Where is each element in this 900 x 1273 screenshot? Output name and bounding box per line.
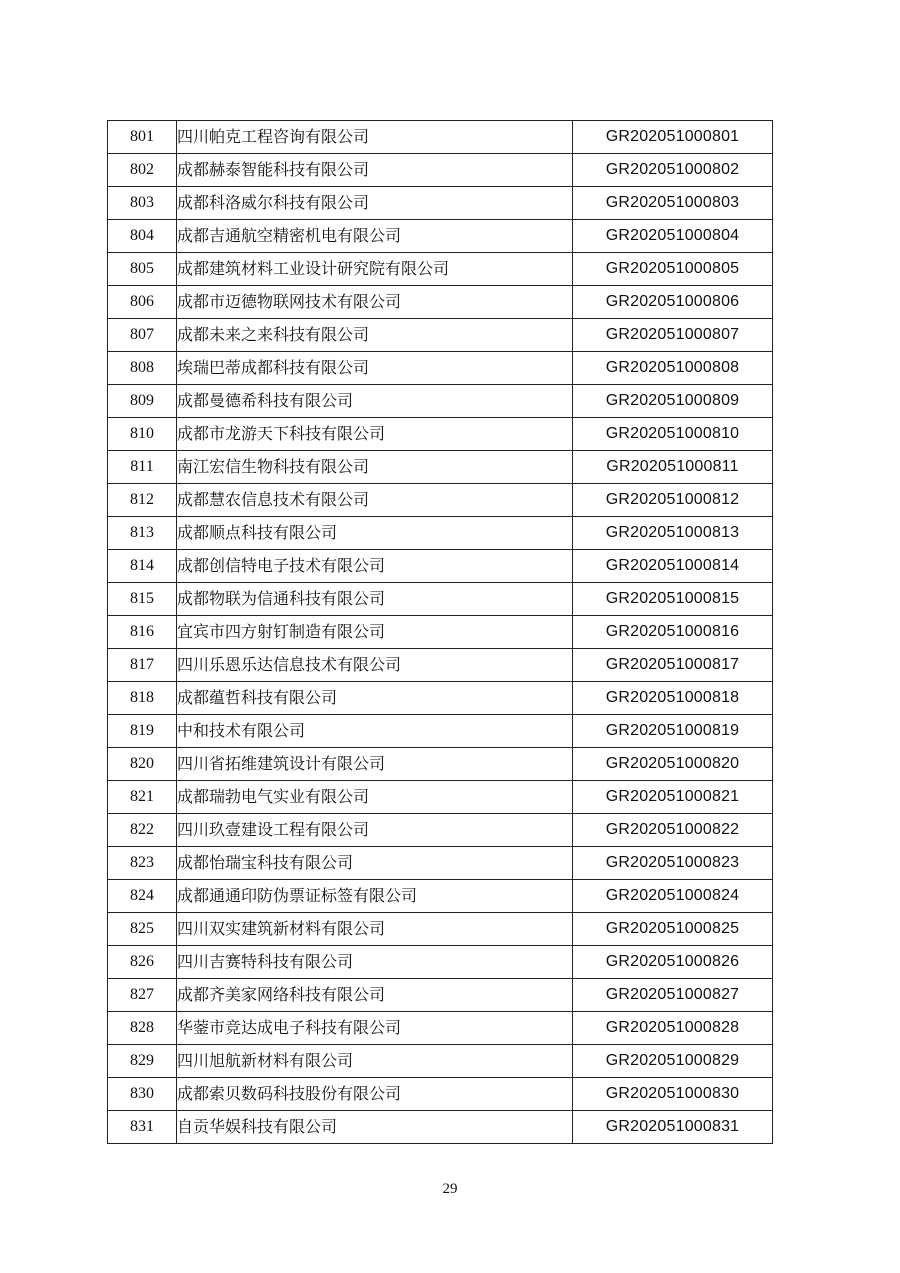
table-row bbox=[108, 1012, 773, 1045]
row-number-cell: 829 bbox=[108, 1045, 177, 1078]
certificate-code-cell: GR202051000816 bbox=[573, 616, 773, 649]
company-name-cell: 成都市迈德物联网技术有限公司 bbox=[177, 286, 573, 319]
row-number-cell: 813 bbox=[108, 517, 177, 550]
certificate-code-cell: GR202051000809 bbox=[573, 385, 773, 418]
company-name-cell: 成都慧农信息技术有限公司 bbox=[177, 484, 573, 517]
certificate-code-cell: GR202051000828 bbox=[573, 1012, 773, 1045]
table-row bbox=[108, 451, 773, 484]
certificate-code-cell: GR202051000826 bbox=[573, 946, 773, 979]
row-number-cell: 806 bbox=[108, 286, 177, 319]
company-name-cell: 成都市龙游天下科技有限公司 bbox=[177, 418, 573, 451]
row-number-cell: 803 bbox=[108, 187, 177, 220]
company-name-cell: 成都齐美家网络科技有限公司 bbox=[177, 979, 573, 1012]
certificate-code-cell: GR202051000812 bbox=[573, 484, 773, 517]
row-number-cell: 811 bbox=[108, 451, 177, 484]
row-number-cell: 818 bbox=[108, 682, 177, 715]
table-row bbox=[108, 583, 773, 616]
certificate-code-cell: GR202051000802 bbox=[573, 154, 773, 187]
row-number-cell: 819 bbox=[108, 715, 177, 748]
row-number-cell: 821 bbox=[108, 781, 177, 814]
row-number-cell: 822 bbox=[108, 814, 177, 847]
company-name-cell: 成都索贝数码科技股份有限公司 bbox=[177, 1078, 573, 1111]
row-number-cell: 815 bbox=[108, 583, 177, 616]
table-row bbox=[108, 121, 773, 154]
company-name-cell: 华蓥市竞达成电子科技有限公司 bbox=[177, 1012, 573, 1045]
row-number-cell: 826 bbox=[108, 946, 177, 979]
company-name-cell: 自贡华娱科技有限公司 bbox=[177, 1111, 573, 1144]
row-number-cell: 827 bbox=[108, 979, 177, 1012]
company-name-cell: 成都赫泰智能科技有限公司 bbox=[177, 154, 573, 187]
company-name-cell: 成都吉通航空精密机电有限公司 bbox=[177, 220, 573, 253]
company-table bbox=[107, 120, 773, 1144]
table-row bbox=[108, 682, 773, 715]
row-number-cell: 814 bbox=[108, 550, 177, 583]
row-number-cell: 810 bbox=[108, 418, 177, 451]
table-row bbox=[108, 550, 773, 583]
certificate-code-cell: GR202051000808 bbox=[573, 352, 773, 385]
row-number-cell: 816 bbox=[108, 616, 177, 649]
row-number-cell: 802 bbox=[108, 154, 177, 187]
company-name-cell: 成都创信特电子技术有限公司 bbox=[177, 550, 573, 583]
company-table-body bbox=[108, 121, 773, 1144]
certificate-code-cell: GR202051000801 bbox=[573, 121, 773, 154]
row-number-cell: 812 bbox=[108, 484, 177, 517]
table-row bbox=[108, 913, 773, 946]
company-list-sheet bbox=[107, 120, 771, 1144]
certificate-code-cell: GR202051000829 bbox=[573, 1045, 773, 1078]
company-name-cell: 埃瑞巴蒂成都科技有限公司 bbox=[177, 352, 573, 385]
table-row bbox=[108, 187, 773, 220]
certificate-code-cell: GR202051000813 bbox=[573, 517, 773, 550]
table-row bbox=[108, 352, 773, 385]
table-row bbox=[108, 814, 773, 847]
certificate-code-cell: GR202051000827 bbox=[573, 979, 773, 1012]
table-row bbox=[108, 616, 773, 649]
company-name-cell: 成都顺点科技有限公司 bbox=[177, 517, 573, 550]
table-row bbox=[108, 319, 773, 352]
certificate-code-cell: GR202051000819 bbox=[573, 715, 773, 748]
row-number-cell: 830 bbox=[108, 1078, 177, 1111]
table-row bbox=[108, 946, 773, 979]
table-row bbox=[108, 517, 773, 550]
row-number-cell: 823 bbox=[108, 847, 177, 880]
company-name-cell: 四川玖壹建设工程有限公司 bbox=[177, 814, 573, 847]
certificate-code-cell: GR202051000803 bbox=[573, 187, 773, 220]
certificate-code-cell: GR202051000817 bbox=[573, 649, 773, 682]
company-name-cell: 成都科洛威尔科技有限公司 bbox=[177, 187, 573, 220]
certificate-code-cell: GR202051000806 bbox=[573, 286, 773, 319]
company-name-cell: 南江宏信生物科技有限公司 bbox=[177, 451, 573, 484]
company-name-cell: 四川帕克工程咨询有限公司 bbox=[177, 121, 573, 154]
company-name-cell: 成都通通印防伪票证标签有限公司 bbox=[177, 880, 573, 913]
table-row bbox=[108, 220, 773, 253]
certificate-code-cell: GR202051000831 bbox=[573, 1111, 773, 1144]
certificate-code-cell: GR202051000820 bbox=[573, 748, 773, 781]
company-name-cell: 四川吉赛特科技有限公司 bbox=[177, 946, 573, 979]
table-row bbox=[108, 715, 773, 748]
certificate-code-cell: GR202051000807 bbox=[573, 319, 773, 352]
certificate-code-cell: GR202051000810 bbox=[573, 418, 773, 451]
certificate-code-cell: GR202051000824 bbox=[573, 880, 773, 913]
table-row bbox=[108, 286, 773, 319]
certificate-code-cell: GR202051000821 bbox=[573, 781, 773, 814]
certificate-code-cell: GR202051000811 bbox=[573, 451, 773, 484]
company-name-cell: 宜宾市四方射钉制造有限公司 bbox=[177, 616, 573, 649]
row-number-cell: 824 bbox=[108, 880, 177, 913]
certificate-code-cell: GR202051000805 bbox=[573, 253, 773, 286]
company-name-cell: 成都建筑材料工业设计研究院有限公司 bbox=[177, 253, 573, 286]
certificate-code-cell: GR202051000814 bbox=[573, 550, 773, 583]
page-number: 29 bbox=[442, 1181, 458, 1197]
row-number-cell: 809 bbox=[108, 385, 177, 418]
row-number-cell: 808 bbox=[108, 352, 177, 385]
row-number-cell: 820 bbox=[108, 748, 177, 781]
certificate-code-cell: GR202051000822 bbox=[573, 814, 773, 847]
company-name-cell: 成都蕴哲科技有限公司 bbox=[177, 682, 573, 715]
row-number-cell: 817 bbox=[108, 649, 177, 682]
certificate-code-cell: GR202051000825 bbox=[573, 913, 773, 946]
certificate-code-cell: GR202051000830 bbox=[573, 1078, 773, 1111]
table-row bbox=[108, 649, 773, 682]
row-number-cell: 805 bbox=[108, 253, 177, 286]
table-row bbox=[108, 1111, 773, 1144]
certificate-code-cell: GR202051000815 bbox=[573, 583, 773, 616]
company-name-cell: 四川省拓维建筑设计有限公司 bbox=[177, 748, 573, 781]
company-name-cell: 成都瑞勃电气实业有限公司 bbox=[177, 781, 573, 814]
company-name-cell: 四川旭航新材料有限公司 bbox=[177, 1045, 573, 1078]
company-name-cell: 四川乐恩乐达信息技术有限公司 bbox=[177, 649, 573, 682]
certificate-code-cell: GR202051000818 bbox=[573, 682, 773, 715]
table-row bbox=[108, 1078, 773, 1111]
company-name-cell: 成都物联为信通科技有限公司 bbox=[177, 583, 573, 616]
company-name-cell: 成都未来之来科技有限公司 bbox=[177, 319, 573, 352]
company-name-cell: 成都怡瑞宝科技有限公司 bbox=[177, 847, 573, 880]
row-number-cell: 804 bbox=[108, 220, 177, 253]
row-number-cell: 801 bbox=[108, 121, 177, 154]
table-row bbox=[108, 979, 773, 1012]
row-number-cell: 828 bbox=[108, 1012, 177, 1045]
table-row bbox=[108, 748, 773, 781]
certificate-code-cell: GR202051000804 bbox=[573, 220, 773, 253]
table-row bbox=[108, 253, 773, 286]
table-row bbox=[108, 154, 773, 187]
company-name-cell: 成都曼德希科技有限公司 bbox=[177, 385, 573, 418]
row-number-cell: 825 bbox=[108, 913, 177, 946]
row-number-cell: 807 bbox=[108, 319, 177, 352]
table-row bbox=[108, 880, 773, 913]
table-row bbox=[108, 385, 773, 418]
table-row bbox=[108, 847, 773, 880]
table-row bbox=[108, 1045, 773, 1078]
certificate-code-cell: GR202051000823 bbox=[573, 847, 773, 880]
table-row bbox=[108, 781, 773, 814]
company-name-cell: 四川双实建筑新材料有限公司 bbox=[177, 913, 573, 946]
company-name-cell: 中和技术有限公司 bbox=[177, 715, 573, 748]
row-number-cell: 831 bbox=[108, 1111, 177, 1144]
table-row bbox=[108, 484, 773, 517]
table-row bbox=[108, 418, 773, 451]
